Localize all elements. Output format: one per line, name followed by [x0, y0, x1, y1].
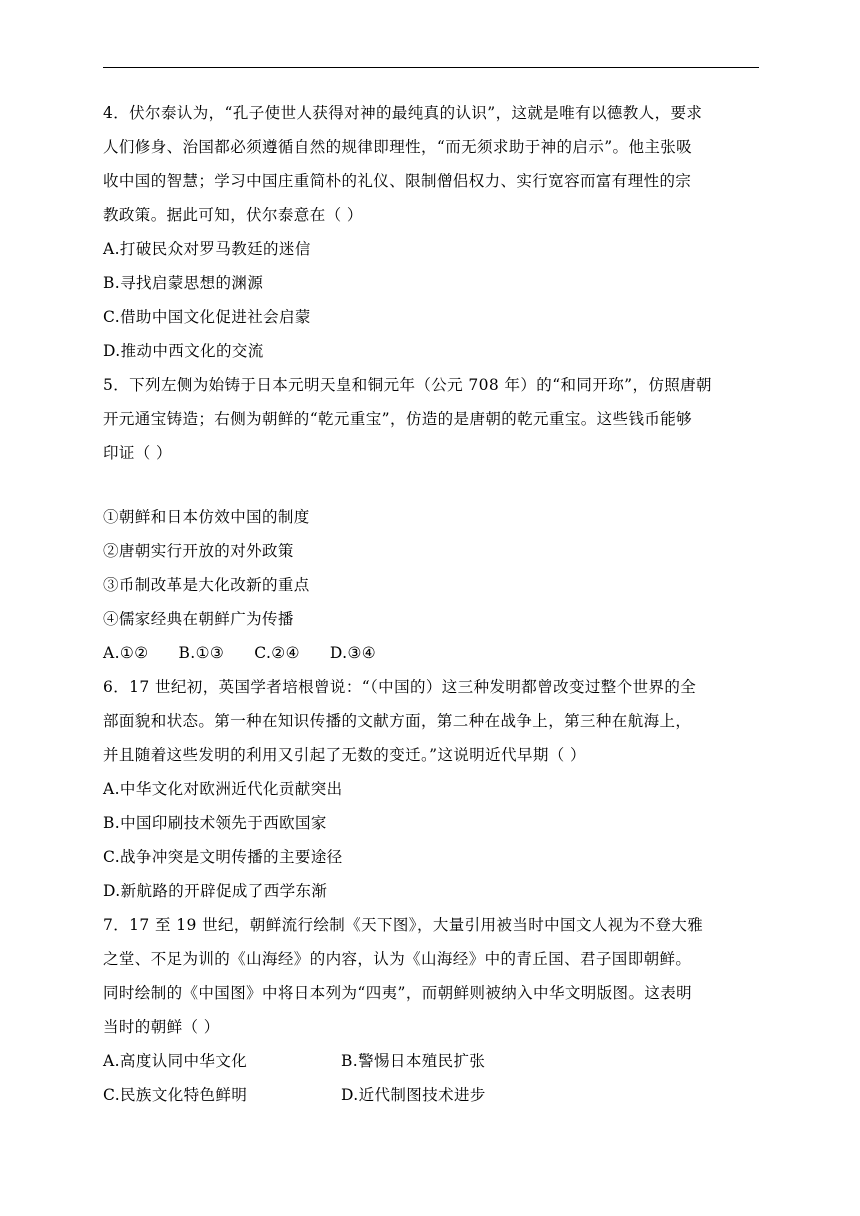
q7-option-c[interactable]: C.民族文化特色鲜明	[103, 1086, 248, 1104]
q6-option-d[interactable]: D.新航路的开辟促成了西学东渐	[103, 882, 328, 900]
q7-option-a[interactable]: A.高度认同中华文化	[103, 1052, 248, 1070]
q4-stem-line: 人们修身、治国都必须遵循自然的规律即理性，“而无须求助于神的启示”。他主张吸	[103, 138, 693, 156]
q7-stem-line: 7．17 至 19 世纪，朝鲜流行绘制《天下图》，大量引用被当时中国文人视为不登大雅	[103, 916, 704, 934]
q7-option-b[interactable]: B.警惕日本殖民扩张	[341, 1052, 486, 1070]
q4-option-c[interactable]: C.借助中国文化促进社会启蒙	[103, 308, 311, 326]
q5-spacer	[103, 470, 763, 500]
question-7	[103, 908, 763, 1112]
question-content	[103, 96, 763, 1112]
q5-stem-line: 5．下列左侧为始铸于日本元明天皇和铜元年（公元 708 年）的“和同开珎”，仿照唐朝	[103, 376, 712, 394]
q5-option-c[interactable]: C.②④	[254, 644, 300, 662]
q6-stem-line: 部面貌和状态。第一种在知识传播的文献方面，第二种在战争上，第三种在航海上，	[103, 712, 692, 730]
q6-option-b[interactable]: B.中国印刷技术领先于西欧国家	[103, 814, 327, 832]
q4-stem-line: 教政策。据此可知，伏尔泰意在（ ）	[103, 206, 363, 224]
q5-stem-line: 印证（ ）	[103, 444, 172, 462]
q5-option-b[interactable]: B.①③	[178, 644, 225, 662]
header-rule	[103, 67, 759, 68]
question-5	[103, 368, 763, 670]
q5-statement-4: ④儒家经典在朝鲜广为传播	[103, 610, 294, 628]
q5-statement-3: ③币制改革是大化改新的重点	[103, 576, 310, 594]
q4-option-b[interactable]: B.寻找启蒙思想的渊源	[103, 274, 264, 292]
q7-stem-line: 当时的朝鲜（ ）	[103, 1018, 220, 1036]
q6-option-a[interactable]: A.中华文化对欧洲近代化贡献突出	[103, 780, 343, 798]
q4-stem-line: 4．伏尔泰认为，“孔子使世人获得对神的最纯真的认识”，这就是唯有以德教人，要求	[103, 104, 703, 122]
q6-stem-line: 6．17 世纪初，英国学者培根曾说：“（中国的）这三种发明都曾改变过整个世界的全	[103, 678, 697, 696]
q7-options-row-1	[103, 1044, 763, 1078]
q5-stem-line: 开元通宝铸造；右侧为朝鲜的“乾元重宝”，仿造的是唐朝的乾元重宝。这些钱币能够	[103, 410, 693, 428]
q6-option-c[interactable]: C.战争冲突是文明传播的主要途径	[103, 848, 343, 866]
q5-options-row	[103, 636, 763, 670]
question-4	[103, 96, 763, 368]
q4-option-a[interactable]: A.打破民众对罗马教廷的迷信	[103, 240, 311, 258]
q6-stem-line: 并且随着这些发明的利用又引起了无数的变迁。”这说明近代早期（ ）	[103, 746, 586, 764]
q7-stem-line: 之堂、不足为训的《山海经》的内容，认为《山海经》中的青丘国、君子国即朝鲜。	[103, 950, 692, 968]
q5-option-d[interactable]: D.③④	[329, 644, 377, 662]
q5-statement-2: ②唐朝实行开放的对外政策	[103, 542, 294, 560]
q5-option-a[interactable]: A.①②	[103, 644, 149, 662]
q7-stem-line: 同时绘制的《中国图》中将日本列为“四夷”，而朝鲜则被纳入中华文明版图。这表明	[103, 984, 693, 1002]
q7-options-row-2	[103, 1078, 763, 1112]
q5-statement-1: ①朝鲜和日本仿效中国的制度	[103, 508, 310, 526]
q7-option-d[interactable]: D.近代制图技术进步	[341, 1086, 486, 1104]
q4-stem-line: 收中国的智慧；学习中国庄重简朴的礼仪、限制僧侣权力、实行宽容而富有理性的宗	[103, 172, 692, 190]
q4-option-d[interactable]: D.推动中西文化的交流	[103, 342, 264, 360]
question-6	[103, 670, 763, 908]
